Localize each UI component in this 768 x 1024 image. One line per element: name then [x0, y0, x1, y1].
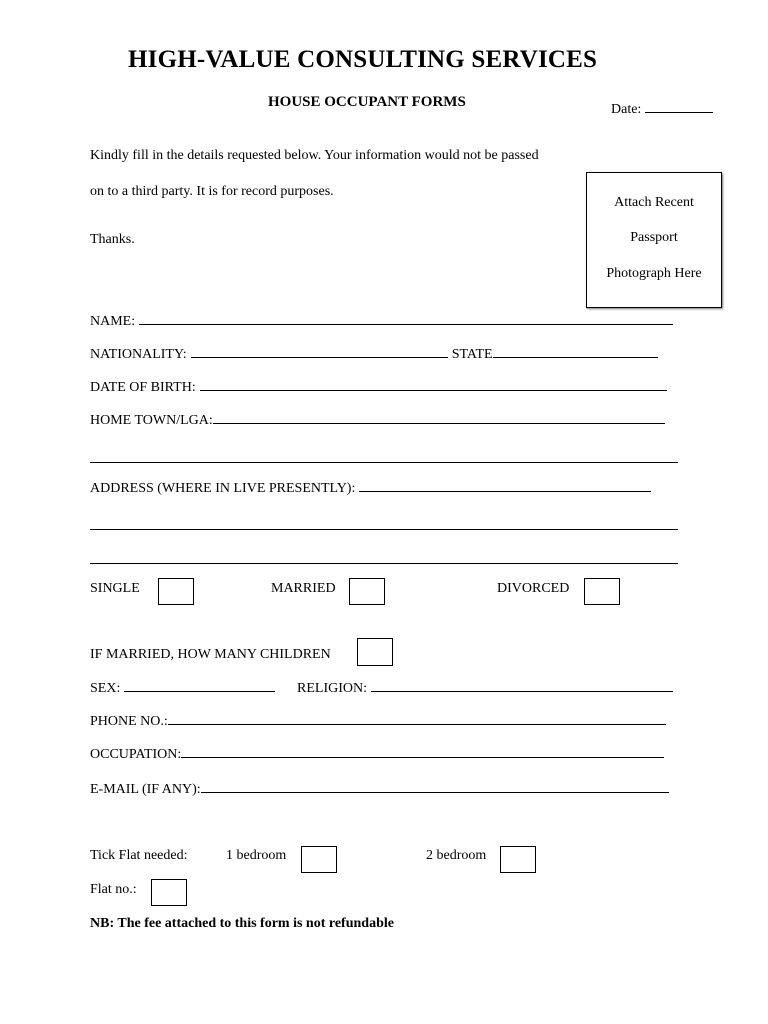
- occupation-label: OCCUPATION:: [90, 747, 182, 762]
- intro-line-2: on to a third party. It is for record purposes.: [90, 184, 334, 199]
- photo-text-3: Photograph Here: [606, 266, 702, 281]
- phone-field[interactable]: [90, 714, 666, 730]
- one-bedroom-label: 1 bedroom: [226, 848, 287, 863]
- hometown-field[interactable]: [90, 413, 665, 429]
- dob-input-line[interactable]: [200, 390, 667, 391]
- address-input-line[interactable]: [359, 491, 651, 492]
- dob-field[interactable]: [90, 380, 667, 396]
- name-label: NAME:: [90, 314, 136, 329]
- refund-note: NB: The fee attached to this form is not refundable: [90, 916, 394, 931]
- name-field[interactable]: [90, 314, 673, 330]
- two-bedroom-checkbox[interactable]: [500, 846, 536, 873]
- single-checkbox[interactable]: [158, 578, 194, 605]
- married-checkbox[interactable]: [349, 578, 385, 605]
- one-bedroom-checkbox[interactable]: [301, 846, 337, 873]
- single-label: SINGLE: [90, 581, 140, 596]
- divorced-label: DIVORCED: [497, 581, 570, 596]
- hometown-input-line[interactable]: [213, 423, 665, 424]
- children-label: IF MARRIED, HOW MANY CHILDREN: [90, 647, 331, 662]
- address-extra-line-2[interactable]: [90, 563, 678, 564]
- flat-no-label: Flat no.:: [90, 882, 137, 897]
- divorced-checkbox[interactable]: [584, 578, 620, 605]
- email-input-line[interactable]: [201, 792, 669, 793]
- date-label: Date:: [611, 102, 642, 117]
- name-input-line[interactable]: [139, 324, 673, 325]
- photo-text-2: Passport: [630, 230, 678, 245]
- nationality-input-line[interactable]: [191, 357, 448, 358]
- sex-field[interactable]: [90, 681, 275, 697]
- married-label: MARRIED: [271, 581, 336, 596]
- hometown-extra-line[interactable]: [90, 462, 678, 463]
- sex-input-line[interactable]: [124, 691, 275, 692]
- hometown-label: HOME TOWN/LGA:: [90, 413, 213, 428]
- nationality-label: NATIONALITY:: [90, 347, 187, 362]
- occupation-field[interactable]: [90, 747, 664, 763]
- passport-photo-box[interactable]: [586, 172, 722, 308]
- sex-label: SEX:: [90, 681, 121, 696]
- two-bedroom-label: 2 bedroom: [426, 848, 487, 863]
- phone-label: PHONE NO.:: [90, 714, 168, 729]
- thanks-text: Thanks.: [90, 232, 135, 247]
- state-input-line[interactable]: [493, 357, 658, 358]
- address-extra-line-1[interactable]: [90, 529, 678, 530]
- religion-input-line[interactable]: [371, 691, 673, 692]
- email-field[interactable]: [90, 782, 669, 798]
- flat-no-box[interactable]: [151, 879, 187, 906]
- email-label: E-MAIL (IF ANY):: [90, 782, 201, 797]
- intro-line-1: Kindly fill in the details requested below. Your information would not be passed: [90, 148, 539, 163]
- dob-label: DATE OF BIRTH:: [90, 380, 196, 395]
- date-field[interactable]: [611, 102, 713, 118]
- address-label: ADDRESS (WHERE IN LIVE PRESENTLY):: [90, 481, 356, 496]
- date-input-line[interactable]: [645, 112, 713, 113]
- religion-label: RELIGION:: [297, 681, 367, 696]
- phone-input-line[interactable]: [168, 724, 666, 725]
- address-field[interactable]: [90, 481, 651, 497]
- company-title: HIGH-VALUE CONSULTING SERVICES: [128, 46, 598, 73]
- occupation-input-line[interactable]: [181, 757, 664, 758]
- children-box[interactable]: [357, 638, 393, 666]
- photo-text-1: Attach Recent: [614, 195, 694, 210]
- nationality-field[interactable]: [90, 347, 658, 363]
- religion-field[interactable]: [297, 681, 673, 697]
- tick-flat-label: Tick Flat needed:: [90, 848, 188, 863]
- state-label: STATE: [451, 347, 493, 362]
- form-title: HOUSE OCCUPANT FORMS: [268, 94, 466, 110]
